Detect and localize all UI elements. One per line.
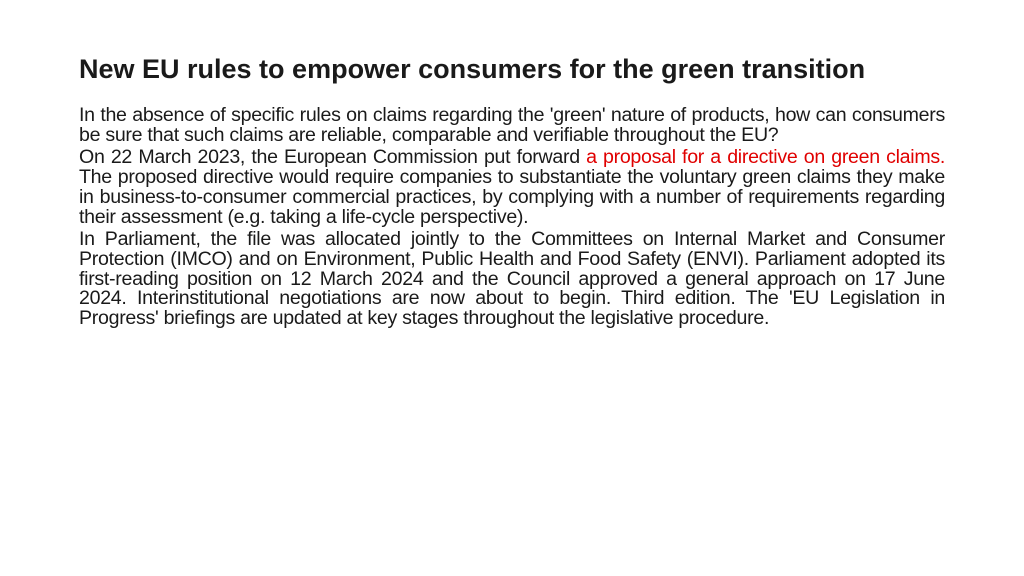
paragraph-proposal-intro: On 22 March 2023, the European Commission put forward	[79, 146, 587, 169]
green-claims-proposal-link[interactable]: a proposal for a directive on green claims.	[586, 146, 945, 169]
slide-body	[79, 106, 945, 329]
paragraph-question: In the absence of specific rules on claims regarding the 'green' nature of products, how can consumers be sure that such claims are reliable, comparable and verifiable throughout the EU?	[79, 104, 945, 146]
slide-title: New EU rules to empower consumers for the green transition	[79, 54, 866, 84]
paragraph-proposal	[79, 148, 945, 227]
paragraph-parliament: In Parliament, the file was allocated jointly to the Committees on Internal Market and Consumer Protection (IMCO) and on Environment, Public Health and Food Safety (ENVI). Parliament adopted its first-reading position on 12 March 2024 and the Council approved a general approach on 17 June 2024. Interinstitutional negotiations are now about to begin. Third edition. The 'EU Legislation in Progress' briefings are updated at key stages throughout the legislative procedure.	[79, 228, 945, 330]
slide	[79, 52, 945, 332]
paragraph-proposal-rest: The proposed directive would require companies to substantiate the voluntary green claims they make in business-to-consumer commercial practices, by complying with a number of requirements regarding their assessment (e.g. taking a life-cycle perspective).	[79, 166, 945, 228]
